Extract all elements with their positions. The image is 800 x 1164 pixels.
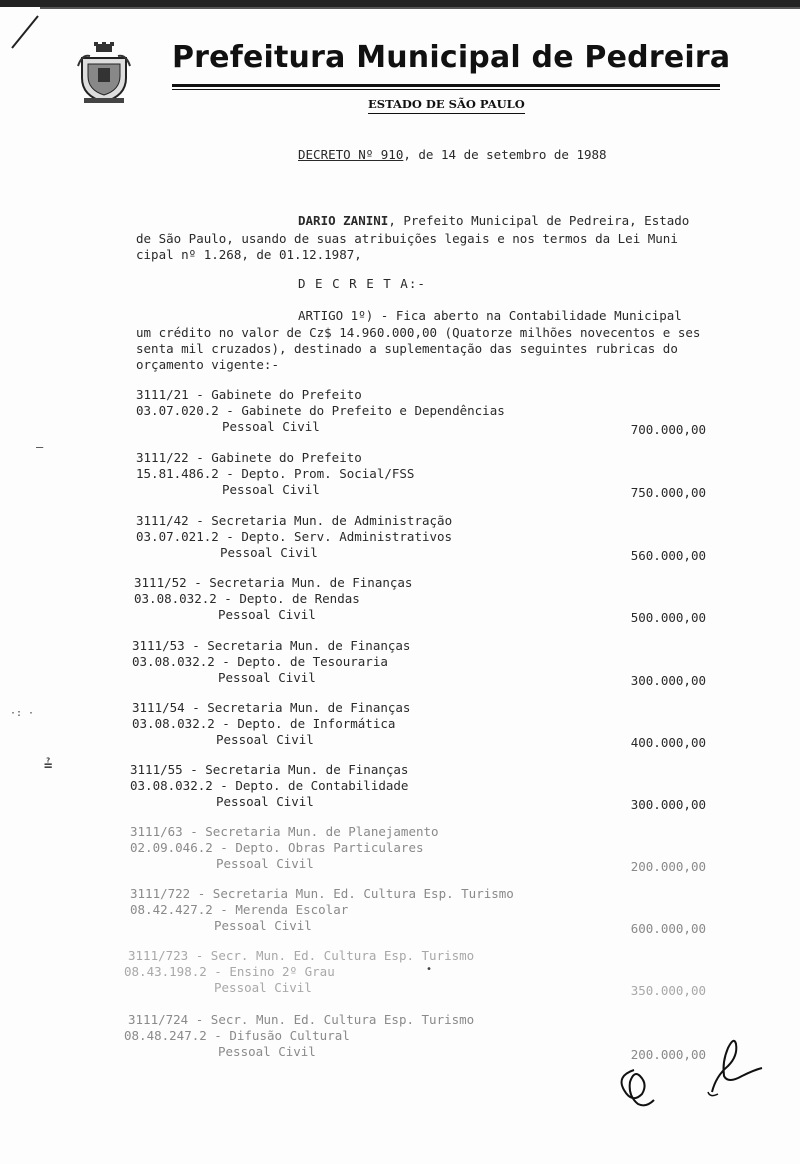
intro-line-3: cipal nº 1.268, de 01.12.1987, [136,247,362,262]
item-header [130,886,514,902]
intro-line-1 [298,213,689,229]
item-unit: - Gabinete do Prefeito [196,450,362,465]
scan-edge-line [40,7,800,9]
stray-dot-mark: • [426,964,433,975]
decree-number: DECRETO Nº 910 [298,147,404,162]
item-category: Pessoal Civil [222,482,320,497]
item-code: 3111/42 [136,513,189,528]
item-unit: - Secretaria Mun. de Planejamento [190,824,439,839]
item-code: 3111/21 [136,387,189,402]
item-header [132,638,410,654]
item-code: 3111/22 [136,450,189,465]
item-header [134,575,412,591]
item-header [128,948,474,964]
title-rule [172,84,720,87]
item-header [136,387,362,403]
item-amount: 500.000,00 [630,610,706,625]
item-category: Pessoal Civil [220,545,318,560]
item-account: 03.07.021.2 - Depto. Serv. Administrativos [136,529,453,544]
item-code: 3111/724 [128,1012,189,1027]
item-unit: - Secretaria Mun. de Finanças [192,700,411,715]
item-amount: 200.000,00 [630,859,706,874]
item-header [130,762,408,778]
item-unit: - Secretaria Mun. Ed. Cultura Esp. Turismo [197,886,514,901]
item-account: 03.08.032.2 - Depto. de Informática [132,716,396,731]
item-account: 08.42.427.2 - Merenda Escolar [130,902,349,917]
pen-slash-mark [8,14,44,54]
item-account: 03.08.032.2 - Depto. de Tesouraria [132,654,388,669]
item-account: 08.48.247.2 - Difusão Cultural [124,1028,350,1043]
scan-edge-top [0,0,800,7]
coat-of-arms-icon [76,42,132,104]
item-category: Pessoal Civil [218,670,316,685]
item-amount: 400.000,00 [630,735,706,750]
title-rule-thin [172,89,720,90]
intro-text-1: , Prefeito Municipal de Pedreira, Estado [388,213,690,228]
article-line-2: um crédito no valor de Cz$ 14.960.000,00 (Quatorze milhões novecentos e ses [136,325,701,340]
margin-dash-mark: – [36,440,44,454]
item-account: 08.43.198.2 - Ensino 2º Grau [124,964,335,979]
item-amount: 350.000,00 [630,983,706,998]
item-amount: 200.000,00 [630,1047,706,1062]
article-line-1: ARTIGO 1º) - Fica aberto na Contabilidade Municipal [298,308,682,323]
margin-staple-mark: ≟ [44,758,53,774]
item-account: 15.81.486.2 - Depto. Prom. Social/FSS [136,466,415,481]
item-account: 03.08.032.2 - Depto. de Contabilidade [130,778,409,793]
article-line-4: orçamento vigente:- [136,357,279,372]
item-amount: 300.000,00 [630,673,706,688]
item-code: 3111/722 [130,886,191,901]
page-title: Prefeitura Municipal de Pedreira [172,40,731,75]
item-amount: 750.000,00 [630,485,706,500]
margin-dot-mark: ·: · [10,708,35,719]
handwritten-signature [612,1026,772,1116]
item-unit: - Secr. Mun. Ed. Cultura Esp. Turismo [195,1012,475,1027]
item-unit: - Gabinete do Prefeito [196,387,362,402]
decree-date: , de 14 de setembro de 1988 [403,147,607,162]
item-header [136,450,362,466]
item-code: 3111/723 [128,948,189,963]
item-code: 3111/63 [130,824,183,839]
item-unit: - Secretaria Mun. de Finanças [194,575,413,590]
item-account: 03.07.020.2 - Gabinete do Prefeito e Dependências [136,403,505,418]
item-unit: - Secretaria Mun. de Finanças [192,638,411,653]
item-amount: 700.000,00 [630,422,706,437]
item-header [128,1012,474,1028]
item-unit: - Secretaria Mun. de Administração [196,513,453,528]
item-code: 3111/54 [132,700,185,715]
item-header [132,700,410,716]
decree-author: DARIO ZANINI [298,213,389,228]
item-header [136,513,452,529]
decreta-heading: D E C R E T A:- [298,276,426,291]
item-category: Pessoal Civil [214,918,312,933]
decree-heading [298,147,607,163]
item-unit: - Secretaria Mun. de Finanças [190,762,409,777]
item-account: 03.08.032.2 - Depto. de Rendas [134,591,360,606]
state-subtitle: ESTADO DE SÃO PAULO [368,97,525,114]
item-category: Pessoal Civil [216,856,314,871]
item-category: Pessoal Civil [218,607,316,622]
item-amount: 560.000,00 [630,548,706,563]
item-code: 3111/53 [132,638,185,653]
item-code: 3111/52 [134,575,187,590]
article-line-3: senta mil cruzados), destinado a suplementação das seguintes rubricas do [136,341,678,356]
item-header [130,824,439,840]
item-amount: 300.000,00 [630,797,706,812]
item-amount: 600.000,00 [630,921,706,936]
item-category: Pessoal Civil [214,980,312,995]
intro-line-2: de São Paulo, usando de suas atribuições legais e nos termos da Lei Muni [136,231,678,246]
item-account: 02.09.046.2 - Depto. Obras Particulares [130,840,424,855]
item-category: Pessoal Civil [216,732,314,747]
item-code: 3111/55 [130,762,183,777]
item-category: Pessoal Civil [222,419,320,434]
item-category: Pessoal Civil [216,794,314,809]
item-unit: - Secr. Mun. Ed. Cultura Esp. Turismo [195,948,475,963]
item-category: Pessoal Civil [218,1044,316,1059]
